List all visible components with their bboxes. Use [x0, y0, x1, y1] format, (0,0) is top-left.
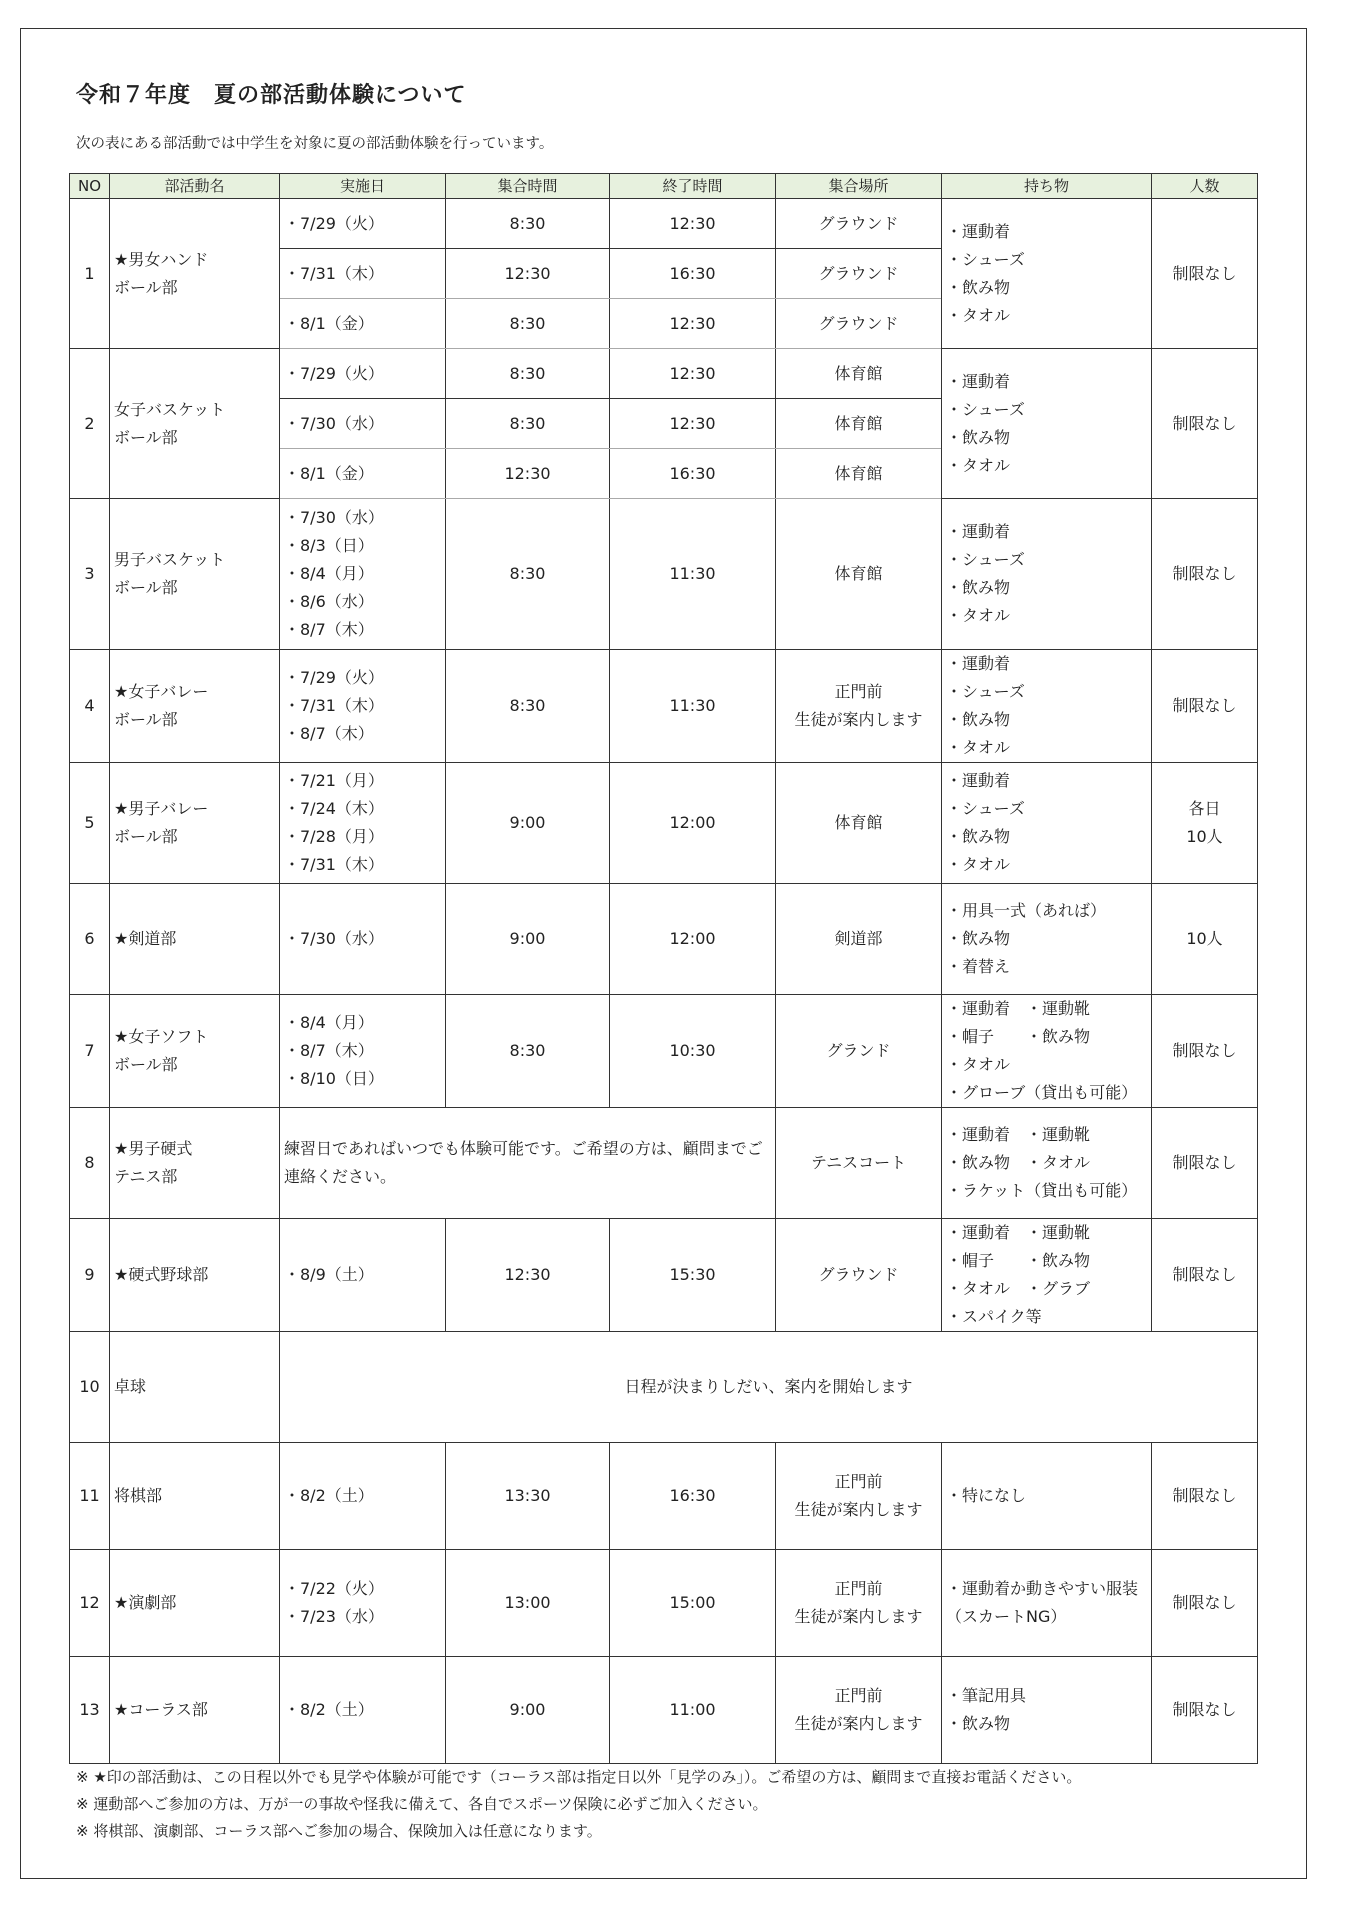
club-name-line: ボール部: [114, 578, 178, 597]
items-list-line: ・ラケット（貸出も可能）: [946, 1181, 1138, 1200]
items-list-line: ・飲み物: [946, 1714, 1011, 1733]
table-row: [70, 199, 1258, 249]
session-dates-line: ・7/31（木）: [284, 855, 384, 874]
session-dates-line: ・8/4（月）: [284, 1013, 374, 1032]
session-dates: [280, 763, 446, 884]
session-dates: [280, 995, 446, 1108]
row-no: 3: [70, 499, 110, 650]
session-dates-line: ・7/28（月）: [284, 827, 384, 846]
table-row: [70, 1657, 1258, 1764]
items-list-line: （スカートNG）: [946, 1607, 1067, 1626]
items-list-line: ・運動着: [946, 654, 1011, 673]
capacity-line: 制限なし: [1172, 696, 1237, 715]
start-time: 8:30: [446, 349, 610, 399]
start-time: 9:00: [446, 1657, 610, 1764]
capacity-line: 10人: [1186, 929, 1223, 948]
session-dates: [280, 650, 446, 763]
club-name-line: ★硬式野球部: [114, 1265, 209, 1284]
end-time: 12:00: [610, 763, 776, 884]
club-name: [110, 1332, 280, 1443]
session-dates-line: ・8/7（木）: [284, 620, 374, 639]
header-items: 持ち物: [942, 174, 1152, 199]
meeting-place: [776, 1219, 942, 1332]
club-name-line: 女子バスケット: [114, 399, 226, 419]
club-name-line: ★男子バレー: [114, 799, 209, 818]
capacity: [1152, 499, 1258, 650]
table-row: [70, 1108, 1258, 1219]
meeting-place: [776, 1443, 942, 1550]
club-name: [110, 884, 280, 995]
end-time: 12:30: [610, 399, 776, 449]
row-no: 8: [70, 1108, 110, 1219]
start-time: 9:00: [446, 763, 610, 884]
items-list-line: ・タオル: [946, 606, 1011, 625]
session-date: ・7/29（火）: [280, 199, 446, 249]
session-dates: [280, 1550, 446, 1657]
table-row: [70, 650, 1258, 763]
club-name: [110, 1657, 280, 1764]
table-row: [70, 1550, 1258, 1657]
session-dates-line: ・7/24（木）: [284, 799, 384, 818]
club-name-line: 将棋部: [114, 1486, 163, 1505]
items-list-line: ・シューズ: [946, 399, 1025, 419]
session-dates-line: ・7/31（木）: [284, 696, 384, 715]
meeting-place-line: 正門前: [834, 1686, 883, 1705]
club-name-line: ★男子硬式: [114, 1139, 193, 1158]
capacity-line: 10人: [1186, 827, 1223, 846]
club-name: [110, 349, 280, 499]
club-name-line: ボール部: [114, 710, 178, 729]
session-dates-line: ・7/23（水）: [284, 1607, 384, 1626]
items-list-line: ・運動着 ・運動靴: [946, 1125, 1091, 1144]
items-list-line: ・飲み物: [946, 929, 1011, 948]
meeting-place: [776, 499, 942, 650]
club-schedule-table: [69, 173, 1258, 1764]
table-body: [70, 199, 1258, 1764]
session-date: ・7/30（水）: [280, 399, 446, 449]
meeting-place-line: 体育館: [834, 813, 883, 832]
session-dates: [280, 884, 446, 995]
club-name-line: 卓球: [114, 1377, 147, 1396]
row-no: 11: [70, 1443, 110, 1550]
session-dates-line: ・7/22（火）: [284, 1579, 384, 1598]
session-date: ・8/1（金）: [280, 299, 446, 349]
header-capacity: 人数: [1152, 174, 1258, 199]
meeting-place: [776, 884, 942, 995]
club-name: [110, 1219, 280, 1332]
items-list-line: ・用具一式（あれば）: [946, 901, 1107, 920]
row-no: 9: [70, 1219, 110, 1332]
table-row: [70, 1443, 1258, 1550]
items-list-line: ・タオル: [946, 855, 1011, 874]
meeting-place: [776, 650, 942, 763]
items-list-line: ・タオル: [946, 305, 1011, 325]
notes: [76, 1764, 1081, 1845]
start-time: 12:30: [446, 449, 610, 499]
capacity: [1152, 1443, 1258, 1550]
end-time: 11:30: [610, 650, 776, 763]
items-list: [942, 199, 1152, 349]
table-row: [70, 1332, 1258, 1443]
items-list: [942, 884, 1152, 995]
table-row: [70, 499, 1258, 650]
table-header-row: [70, 174, 1258, 199]
items-list-line: ・タオル: [946, 455, 1011, 475]
club-name-line: ★女子ソフト: [114, 1027, 209, 1046]
session-dates-line: ・7/21（月）: [284, 771, 384, 790]
end-time: 16:30: [610, 1443, 776, 1550]
club-name: [110, 650, 280, 763]
meeting-place-line: 剣道部: [834, 929, 883, 948]
items-list-line: ・飲み物: [946, 427, 1011, 447]
start-time: 12:30: [446, 1219, 610, 1332]
start-time: 8:30: [446, 299, 610, 349]
start-time: 12:30: [446, 249, 610, 299]
meeting-place: グラウンド: [776, 199, 942, 249]
meeting-place: 体育館: [776, 449, 942, 499]
session-date: ・7/31（木）: [280, 249, 446, 299]
capacity-line: 制限なし: [1172, 1265, 1237, 1284]
start-time: 8:30: [446, 499, 610, 650]
items-list: [942, 1657, 1152, 1764]
capacity-line: 制限なし: [1172, 263, 1237, 283]
items-list-line: ・グローブ（貸出も可能）: [946, 1083, 1138, 1102]
session-dates-line: ・7/29（火）: [284, 668, 384, 687]
end-time: 11:00: [610, 1657, 776, 1764]
items-list: [942, 1550, 1152, 1657]
items-list-line: ・シューズ: [946, 249, 1025, 269]
page-title: 令和７年度 夏の部活動体験について: [76, 83, 467, 108]
items-list: [942, 1443, 1152, 1550]
table-row: [70, 995, 1258, 1108]
session-dates-line: ・8/2（土）: [284, 1700, 374, 1719]
items-list: [942, 763, 1152, 884]
club-name: [110, 1550, 280, 1657]
capacity: [1152, 650, 1258, 763]
session-dates: [280, 1443, 446, 1550]
session-dates-line: ・8/2（土）: [284, 1486, 374, 1505]
meeting-place-line: 体育館: [834, 564, 883, 583]
row-no: 10: [70, 1332, 110, 1443]
capacity: [1152, 199, 1258, 349]
start-time: 9:00: [446, 884, 610, 995]
items-list-line: ・シューズ: [946, 550, 1025, 569]
meeting-place: 体育館: [776, 349, 942, 399]
header-place: 集合場所: [776, 174, 942, 199]
meeting-place: 体育館: [776, 399, 942, 449]
end-time: 10:30: [610, 995, 776, 1108]
capacity-line: 制限なし: [1172, 1700, 1237, 1719]
end-time: 12:30: [610, 299, 776, 349]
items-list-line: ・運動着: [946, 522, 1011, 541]
club-name-line: ボール部: [114, 277, 178, 297]
items-list-line: ・飲み物: [946, 710, 1011, 729]
meeting-place: [776, 1550, 942, 1657]
club-name-line: ★女子バレー: [114, 682, 209, 701]
items-list-line: ・帽子 ・飲み物: [946, 1027, 1091, 1046]
capacity-line: 制限なし: [1172, 413, 1237, 433]
meeting-place: [776, 1657, 942, 1764]
club-name-line: ボール部: [114, 827, 178, 846]
capacity: [1152, 763, 1258, 884]
items-list-line: ・運動着: [946, 221, 1011, 241]
meeting-place-line: 正門前: [834, 682, 883, 701]
session-dates-line: ・8/9（土）: [284, 1265, 374, 1284]
row-no: 1: [70, 199, 110, 349]
header-club: 部活動名: [110, 174, 280, 199]
end-time: 12:00: [610, 884, 776, 995]
row-no: 5: [70, 763, 110, 884]
row-no: 4: [70, 650, 110, 763]
schedule-note: 練習日であればいつでも体験可能です。ご希望の方は、顧問までご連絡ください。: [280, 1108, 776, 1219]
schedule-note: 日程が決まりしだい、案内を開始します: [280, 1332, 1258, 1443]
end-time: 12:30: [610, 199, 776, 249]
end-time: 16:30: [610, 449, 776, 499]
session-dates-line: ・7/30（水）: [284, 508, 384, 527]
session-dates: [280, 499, 446, 650]
items-list: [942, 650, 1152, 763]
club-name-line: ボール部: [114, 1055, 178, 1074]
meeting-place-line: 正門前: [834, 1472, 883, 1491]
end-time: 11:30: [610, 499, 776, 650]
meeting-place-line: 正門前: [834, 1579, 883, 1598]
capacity-line: 各日: [1188, 799, 1221, 818]
row-no: 7: [70, 995, 110, 1108]
capacity: [1152, 1550, 1258, 1657]
session-date: ・7/29（火）: [280, 349, 446, 399]
items-list-line: ・着替え: [946, 957, 1011, 976]
start-time: 8:30: [446, 995, 610, 1108]
session-dates: [280, 1657, 446, 1764]
items-list-line: ・運動着: [946, 371, 1011, 391]
items-list-line: ・帽子 ・飲み物: [946, 1251, 1091, 1270]
meeting-place: [776, 763, 942, 884]
capacity-line: 制限なし: [1172, 564, 1237, 583]
meeting-place-line: テニスコート: [810, 1153, 907, 1172]
session-date: ・8/1（金）: [280, 449, 446, 499]
items-list: [942, 1108, 1152, 1219]
session-dates: [280, 1219, 446, 1332]
items-list-line: ・運動着 ・運動靴: [946, 999, 1091, 1018]
items-list: [942, 349, 1152, 499]
meeting-place: [776, 1108, 942, 1219]
table-row: [70, 763, 1258, 884]
club-name: [110, 199, 280, 349]
capacity-line: 制限なし: [1172, 1486, 1237, 1505]
meeting-place-line: 生徒が案内します: [794, 1500, 923, 1519]
items-list: [942, 995, 1152, 1108]
meeting-place-line: グランド: [826, 1041, 891, 1060]
end-time: 15:00: [610, 1550, 776, 1657]
club-name-line: ★男女ハンド: [114, 249, 209, 269]
items-list-line: ・運動着 ・運動靴: [946, 1223, 1091, 1242]
start-time: 13:30: [446, 1443, 610, 1550]
header-dates: 実施日: [280, 174, 446, 199]
meeting-place-line: グラウンド: [818, 1265, 899, 1284]
session-dates-line: ・8/3（日）: [284, 536, 374, 555]
items-list-line: ・シューズ: [946, 799, 1025, 818]
items-list-line: ・運動着: [946, 771, 1011, 790]
club-name-line: ★コーラス部: [114, 1700, 208, 1719]
meeting-place-line: 生徒が案内します: [794, 1714, 923, 1733]
capacity-line: 制限なし: [1172, 1041, 1237, 1060]
items-list-line: ・スパイク等: [946, 1307, 1042, 1326]
items-list-line: ・飲み物 ・タオル: [946, 1153, 1091, 1172]
end-time: 15:30: [610, 1219, 776, 1332]
items-list-line: ・飲み物: [946, 827, 1011, 846]
club-name-line: ★演劇部: [114, 1593, 177, 1612]
row-no: 6: [70, 884, 110, 995]
capacity: [1152, 1219, 1258, 1332]
capacity-line: 制限なし: [1172, 1153, 1237, 1172]
row-no: 13: [70, 1657, 110, 1764]
items-list-line: ・飲み物: [946, 578, 1011, 597]
capacity: [1152, 349, 1258, 499]
session-dates-line: ・8/4（月）: [284, 564, 374, 583]
session-dates-line: ・7/30（水）: [284, 929, 384, 948]
meeting-place: [776, 995, 942, 1108]
items-list-line: ・筆記用具: [946, 1686, 1027, 1705]
start-time: 8:30: [446, 650, 610, 763]
header-end: 終了時間: [610, 174, 776, 199]
club-name: [110, 763, 280, 884]
row-no: 12: [70, 1550, 110, 1657]
items-list: [942, 1219, 1152, 1332]
club-name: [110, 1108, 280, 1219]
note-line: ※ 将棋部、演劇部、コーラス部へご参加の場合、保険加入は任意になります。: [76, 1822, 602, 1840]
session-dates-line: ・8/7（木）: [284, 724, 374, 743]
items-list-line: ・特になし: [946, 1486, 1027, 1505]
capacity: [1152, 995, 1258, 1108]
table-row: [70, 1219, 1258, 1332]
capacity: [1152, 1657, 1258, 1764]
club-name: [110, 499, 280, 650]
meeting-place-line: 生徒が案内します: [794, 1607, 923, 1626]
session-dates-line: ・8/6（水）: [284, 592, 374, 611]
start-time: 8:30: [446, 199, 610, 249]
items-list-line: ・運動着か動きやすい服装: [946, 1579, 1139, 1598]
start-time: 13:00: [446, 1550, 610, 1657]
club-name-line: 男子バスケット: [114, 550, 226, 569]
capacity-line: 制限なし: [1172, 1593, 1237, 1612]
start-time: 8:30: [446, 399, 610, 449]
end-time: 16:30: [610, 249, 776, 299]
header-start: 集合時間: [446, 174, 610, 199]
meeting-place: グラウンド: [776, 249, 942, 299]
row-no: 2: [70, 349, 110, 499]
session-dates-line: ・8/10（日）: [284, 1069, 384, 1088]
table-row: [70, 884, 1258, 995]
items-list-line: ・飲み物: [946, 277, 1011, 297]
header-no: NO: [70, 174, 110, 199]
club-name-line: テニス部: [114, 1167, 178, 1186]
items-list-line: ・タオル ・グラブ: [946, 1279, 1091, 1298]
note-line: ※ 運動部へご参加の方は、万が一の事故や怪我に備えて、各自でスポーツ保険に必ずご加入ください。: [76, 1795, 768, 1813]
intro-text: 次の表にある部活動では中学生を対象に夏の部活動体験を行っています。: [76, 136, 554, 152]
club-name: [110, 1443, 280, 1550]
items-list-line: ・シューズ: [946, 682, 1025, 701]
items-list-line: ・タオル: [946, 738, 1011, 757]
meeting-place: グラウンド: [776, 299, 942, 349]
end-time: 12:30: [610, 349, 776, 399]
table-row: [70, 349, 1258, 399]
items-list: [942, 499, 1152, 650]
club-name-line: ボール部: [114, 427, 178, 447]
session-dates-line: ・8/7（木）: [284, 1041, 374, 1060]
meeting-place-line: 生徒が案内します: [794, 710, 923, 729]
items-list-line: ・タオル: [946, 1055, 1011, 1074]
capacity: [1152, 884, 1258, 995]
club-name: [110, 995, 280, 1108]
club-name-line: ★剣道部: [114, 929, 177, 948]
capacity: [1152, 1108, 1258, 1219]
note-line: ※ ★印の部活動は、この日程以外でも見学や体験が可能です（コーラス部は指定日以外「見学のみ」）。ご希望の方は、顧問まで直接お電話ください。: [76, 1768, 1082, 1786]
